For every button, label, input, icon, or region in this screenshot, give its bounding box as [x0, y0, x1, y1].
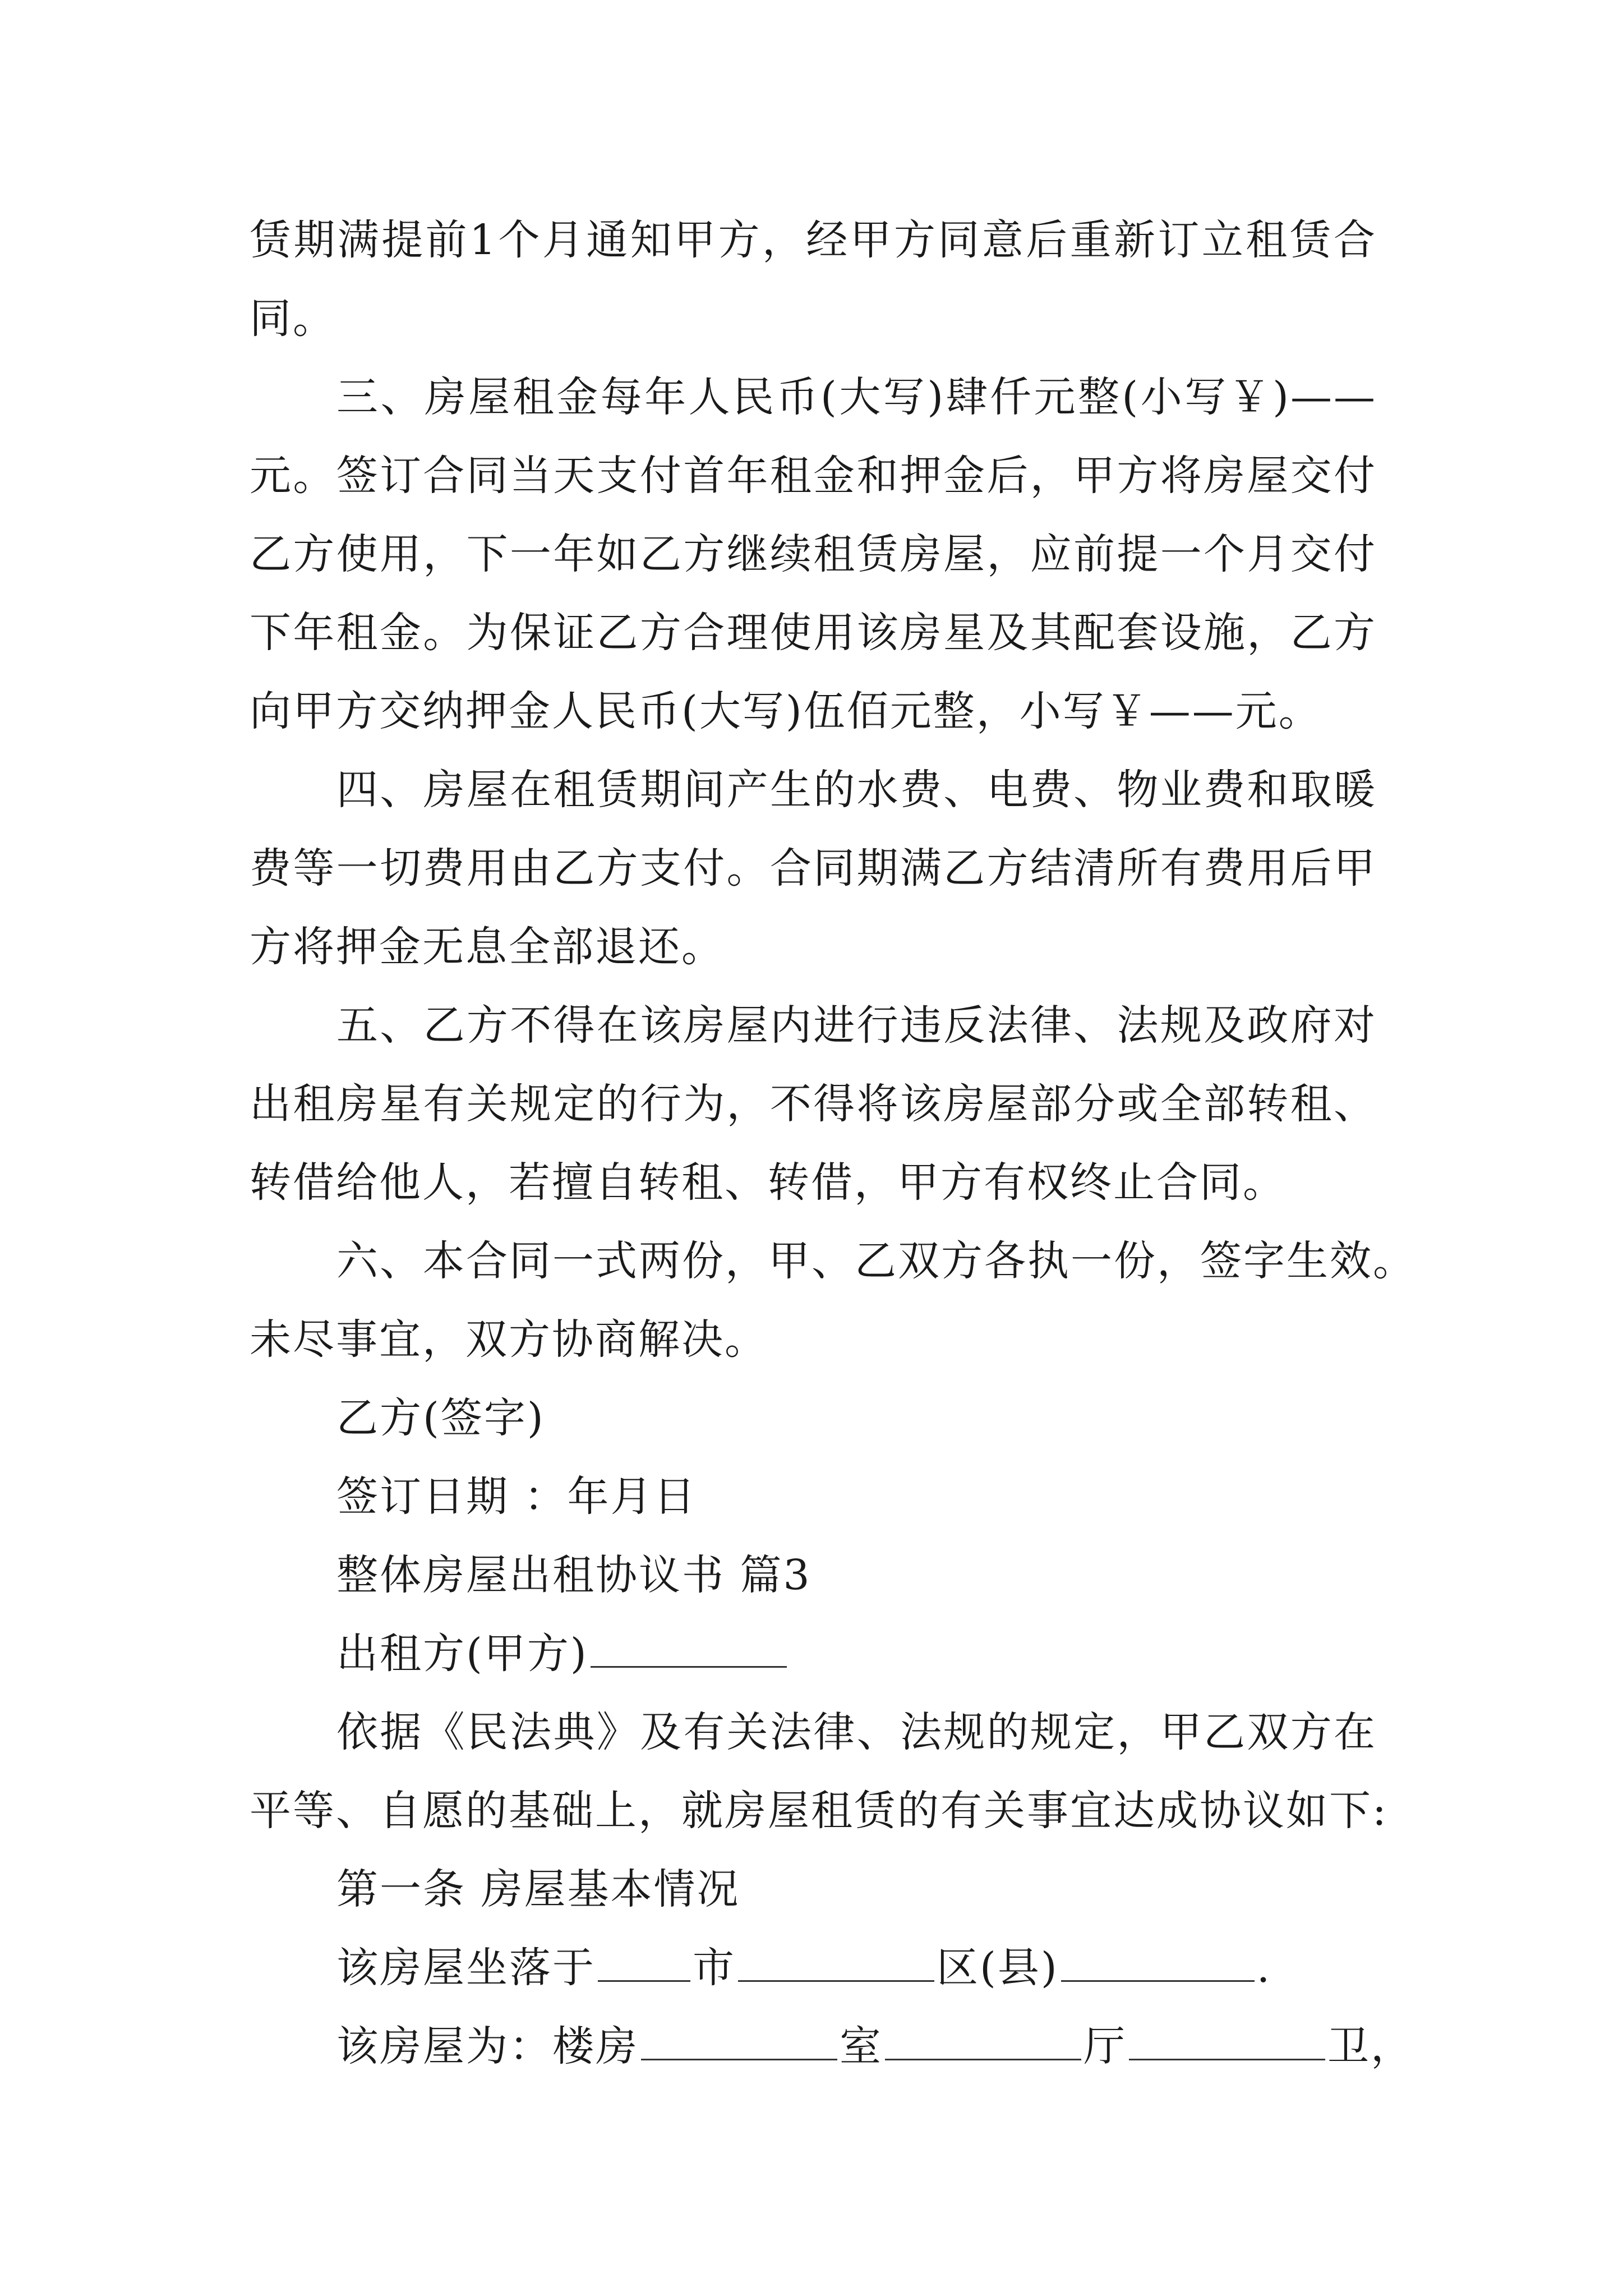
rooms-prefix: 该房屋为：楼房: [336, 2022, 639, 2070]
district-blank-1: [738, 1941, 934, 1982]
hall-label: 厅: [1083, 2022, 1127, 2070]
text-line: 转借给他人，若擅自转租、转借，甲方有权终止合同。: [250, 1158, 1286, 1207]
text-line: 依据《民法典》及有关法律、法规的规定，甲乙双方在: [336, 1708, 1377, 1756]
text-line: 下年租金。为保证乙方合理使用该房星及其配套设施，乙方: [250, 609, 1377, 657]
location-end: .: [1256, 1944, 1272, 1992]
location-prefix: 该房屋坐落于: [336, 1944, 596, 1992]
text-line: 费等一切费用由乙方支付。合同期满乙方结清所有费用后甲: [250, 844, 1377, 892]
room-blank: [885, 2019, 1081, 2060]
signature-label: 乙方(签字): [336, 1394, 545, 1442]
text-line: 五、乙方不得在该房屋内进行违反法律、法规及政府对: [336, 1001, 1377, 1050]
rooms-line: [0, 2007, 1623, 2086]
city-blank: [598, 1941, 690, 1982]
text-line: 同。: [250, 295, 336, 343]
section-heading: 整体房屋出租协议书 篇3: [336, 1551, 811, 1599]
location-line: [0, 1929, 1623, 2007]
room-label: 室: [840, 2022, 883, 2070]
lessor-blank: [591, 1627, 787, 1668]
sign-date-label: 签订日期 ：年月日: [336, 1473, 697, 1521]
hall-blank: [1129, 2019, 1325, 2060]
text-line: 未尽事宜，双方协商解决。: [250, 1315, 768, 1364]
district-blank-2: [1061, 1941, 1255, 1982]
city-label: 市: [693, 1944, 736, 1992]
building-blank: [641, 2019, 837, 2060]
text-line: 平等、自愿的基础上，就房屋租赁的有关事宜达成协议如下:: [250, 1787, 1388, 1835]
text-line: 元。签订合同当天支付首年租金和押金后，甲方将房屋交付: [250, 452, 1377, 500]
text-line: 方将押金无息全部退还。: [250, 923, 725, 971]
lessor-line: [0, 1614, 1623, 1693]
text-line: 乙方使用，下一年如乙方继续租赁房屋，应前提一个月交付: [250, 530, 1377, 578]
text-line: 六、本合同一式两份，甲、乙双方各执一份，签字生效。: [336, 1237, 1416, 1285]
bath-label: 卫，: [1327, 2022, 1414, 2070]
text-line: 向甲方交纳押金人民币(大写)伍佰元整，小写￥——元。: [250, 687, 1322, 735]
text-line: 赁期满提前1个月通知甲方，经甲方同意后重新订立租赁合: [250, 216, 1377, 264]
text-line: 三、房屋租金每年人民币(大写)肆仟元整(小写￥)——: [336, 373, 1377, 421]
text-line: 出租房星有关规定的行为，不得将该房屋部分或全部转租、: [250, 1080, 1377, 1128]
article-heading: 第一条 房屋基本情况: [336, 1865, 740, 1913]
district-label: 区(县): [937, 1944, 1059, 1992]
text-line: 四、房屋在租赁期间产生的水费、电费、物业费和取暖: [336, 766, 1377, 814]
lessor-label: 出租方(甲方): [336, 1630, 588, 1678]
